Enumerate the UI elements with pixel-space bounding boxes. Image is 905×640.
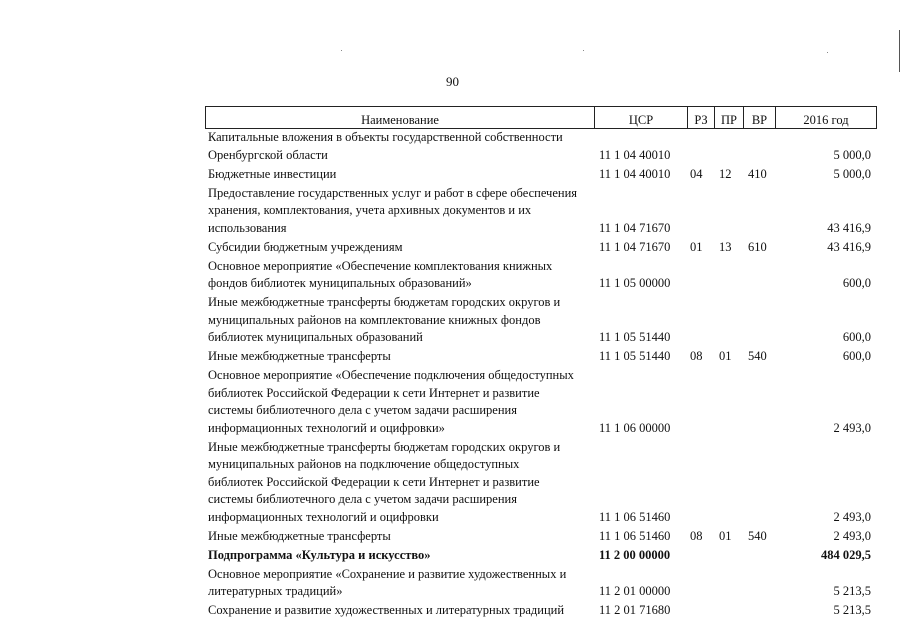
row-vr: 610 — [748, 239, 767, 254]
row-name-line: Бюджетные инвестиции — [208, 166, 337, 181]
table-header — [205, 106, 877, 129]
row-name-line: Иные межбюджетные трансферты — [208, 349, 391, 363]
table-row — [0, 294, 905, 347]
scan-speck — [827, 52, 828, 53]
row-csr: 11 1 04 40010 — [599, 147, 671, 162]
table-row — [0, 185, 905, 238]
table-row — [0, 348, 905, 366]
row-rz: 08 — [690, 349, 703, 363]
row-vr: 410 — [748, 166, 767, 181]
row-amount: 600,0 — [842, 349, 871, 363]
row-rz: 01 — [690, 239, 703, 254]
row-name — [208, 602, 593, 620]
row-name-line: библиотек муниципальных образований — [208, 330, 423, 344]
row-name — [208, 294, 593, 347]
row-name-line: Основное мероприятие «Обеспечение комплектования книжных — [208, 258, 553, 273]
row-pr: 01 — [719, 349, 732, 363]
row-csr: 11 2 01 71680 — [599, 603, 671, 617]
row-name — [208, 547, 593, 565]
row-vr: 540 — [748, 528, 767, 543]
row-name — [208, 239, 593, 257]
row-csr: 11 1 04 71670 — [599, 239, 671, 254]
row-name — [208, 185, 593, 238]
row-amount: 2 493,0 — [833, 528, 871, 543]
header-pr: ПР — [714, 107, 743, 128]
table-row — [0, 602, 905, 620]
row-csr: 11 1 04 71670 — [599, 220, 671, 235]
row-name — [208, 258, 593, 293]
page-edge-line — [899, 30, 900, 72]
row-csr: 11 2 00 00000 — [599, 547, 671, 562]
table-row — [0, 528, 905, 546]
row-name-line: системы библиотечного дела с учетом задачи расширения — [208, 403, 517, 417]
row-name-line: литературных традиций» — [208, 584, 343, 598]
row-amount: 600,0 — [842, 330, 871, 344]
row-pr: 01 — [719, 528, 732, 543]
row-name-line: Иные межбюджетные трансферты бюджетам городских округов и — [208, 295, 561, 309]
row-amount: 43 416,9 — [827, 239, 871, 254]
row-name — [208, 367, 593, 437]
row-name-line: Субсидии бюджетным учреждениям — [208, 239, 403, 254]
row-amount: 2 493,0 — [833, 420, 871, 435]
table-row — [0, 129, 905, 164]
row-amount: 5 213,5 — [833, 603, 871, 617]
row-pr: 12 — [719, 166, 732, 181]
row-amount: 484 029,5 — [821, 547, 871, 562]
table-row — [0, 439, 905, 527]
row-name-line: библиотек Российской Федерации к сети Интернет и развитие — [208, 474, 540, 489]
row-name-line: Подпрограмма «Культура и искусство» — [208, 547, 431, 562]
header-csr: ЦСР — [594, 107, 687, 128]
row-name-line: Иные межбюджетные трансферты — [208, 528, 391, 543]
table-body — [0, 129, 905, 617]
row-vr: 540 — [748, 349, 767, 363]
row-name-line: Оренбургской области — [208, 147, 328, 162]
header-year: 2016 год — [775, 107, 876, 128]
row-name-line: системы библиотечного дела с учетом задачи расширения — [208, 492, 517, 506]
scan-speck — [341, 50, 342, 51]
table-row — [0, 239, 905, 257]
row-name-line: Сохранение и развитие художественных и литературных традиций — [208, 603, 565, 617]
row-name-line: хранения, комплектования, учета архивных документов и их — [208, 203, 532, 217]
row-name-line: Иные межбюджетные трансферты бюджетам городских округов и — [208, 439, 561, 454]
table-row — [0, 547, 905, 565]
row-name — [208, 348, 593, 366]
header-vr: ВР — [743, 107, 775, 128]
row-amount: 43 416,9 — [827, 220, 871, 235]
row-rz: 04 — [690, 166, 703, 181]
table-row — [0, 367, 905, 437]
table-row — [0, 166, 905, 184]
row-rz: 08 — [690, 528, 703, 543]
table-row — [0, 258, 905, 293]
row-csr: 11 2 01 00000 — [599, 584, 671, 598]
row-name — [208, 166, 593, 184]
row-pr: 13 — [719, 239, 732, 254]
row-amount: 600,0 — [842, 276, 871, 290]
row-name-line: использования — [208, 220, 287, 235]
row-name-line: Предоставление государственных услуг и работ в сфере обеспечения — [208, 185, 578, 200]
row-name-line: информационных технологий и оцифровки — [208, 509, 439, 524]
row-csr: 11 1 06 51460 — [599, 528, 671, 543]
row-amount: 5 000,0 — [833, 166, 871, 181]
row-name-line: информационных технологий и оцифровки» — [208, 420, 445, 435]
row-name-line: фондов библиотек муниципальных образований» — [208, 276, 472, 290]
page-number: 90 — [446, 74, 459, 89]
row-amount: 5 213,5 — [833, 584, 871, 598]
row-name-line: библиотек Российской Федерации к сети Интернет и развитие — [208, 385, 540, 400]
row-name-line: муниципальных районов на комплектование книжных фондов — [208, 312, 541, 327]
row-name-line: Основное мероприятие «Обеспечение подключения общедоступных — [208, 368, 574, 382]
row-name-line: Основное мероприятие «Сохранение и развитие художественных и — [208, 566, 567, 581]
row-csr: 11 1 05 51440 — [599, 349, 671, 363]
row-name — [208, 528, 593, 546]
row-name — [208, 439, 593, 527]
scan-speck — [583, 50, 584, 51]
row-csr: 11 1 04 40010 — [599, 166, 671, 181]
row-csr: 11 1 06 51460 — [599, 509, 671, 524]
row-csr: 11 1 05 00000 — [599, 276, 671, 290]
row-name-line: муниципальных районов на подключение общедоступных — [208, 457, 520, 471]
row-name — [208, 129, 593, 164]
header-rz: РЗ — [687, 107, 714, 128]
row-csr: 11 1 06 00000 — [599, 420, 671, 435]
row-name — [208, 566, 593, 601]
row-name-line: Капитальные вложения в объекты государственной собственности — [208, 130, 563, 144]
header-name: Наименование — [361, 113, 439, 127]
row-amount: 5 000,0 — [833, 147, 871, 162]
row-amount: 2 493,0 — [833, 509, 871, 524]
table-row — [0, 566, 905, 601]
row-csr: 11 1 05 51440 — [599, 330, 671, 344]
